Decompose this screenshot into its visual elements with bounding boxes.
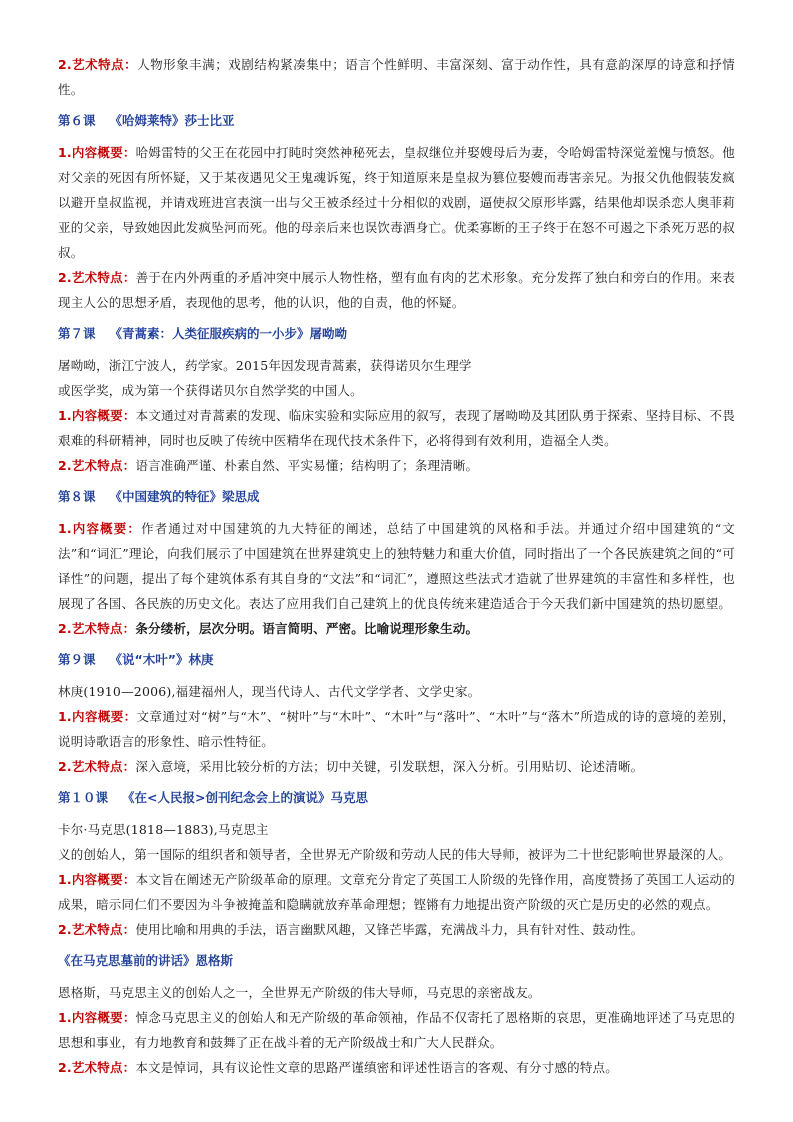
lesson-title: 《中国建筑的特征》梁思成 [109, 489, 260, 504]
lesson-10-heading [58, 788, 735, 808]
lesson-number: 第１０课 [58, 790, 109, 805]
content-label: 1.内容概要： [58, 709, 137, 724]
lesson-number: 第６课 [58, 113, 96, 128]
content-text: 本文通过对青蒿素的发现、临床实验和实际应用的叙写，表现了屠呦呦及其团队勇于探索、坚持目标、不畏艰难的科研精神，同时也反映了传统中医精华在现代技术条件下，必将得到有效利用，造福全人类。 [58, 408, 735, 448]
content-summary-paragraph [58, 867, 735, 917]
art-text: 深入意境，采用比较分析的方法；切中关键，引发联想，深入分析。引用贴切、论述清晰。 [135, 759, 644, 774]
lesson-7-heading [58, 324, 735, 344]
content-summary-paragraph [58, 140, 735, 265]
art-features-paragraph [58, 616, 735, 641]
content-label: 1.内容概要： [58, 521, 142, 536]
art-features-paragraph [58, 453, 735, 478]
art-features-paragraph [58, 917, 735, 942]
lesson-title: 《在马克思墓前的讲话》恩格斯 [58, 953, 234, 968]
lesson-number: 第９课 [58, 652, 96, 667]
author-intro: 恩格斯，马克思主义的创始人之一，全世界无产阶级的伟大导师，马克思的亲密战友。 [58, 985, 541, 1000]
content-text: 作者通过对中国建筑的九大特征的阐述，总结了中国建筑的风格和手法。并通过介绍中国建筑的“文法”和“词汇”理论，向我们展示了中国建筑在世界建筑史上的独特魅力和重大价值，同时指出了一个各民族建筑之间的“可译性”的问题，提出了每个建筑体系有其自身的“文法”和“词汇”，遵照这些法式才造就了世界建筑的丰富性和多样性，也展现了各国、各民族的历史文化。表达了应用我们自己建筑上的优良传统来建造适合于今天我们新中国建筑的热切愿望。 [58, 521, 735, 611]
content-summary-paragraph [58, 704, 735, 754]
content-label: 1.内容概要： [58, 1010, 136, 1025]
content-summary-paragraph [58, 1005, 735, 1055]
art-label: 2.艺术特点： [58, 621, 136, 636]
lesson-engels-heading [58, 951, 735, 971]
content-text: 悼念马克思主义的创始人和无产阶级的革命领袖，作品不仅寄托了恩格斯的哀思，更准确地评述了马克思的思想和事业，有力地教育和鼓舞了正在战斗着的无产阶级战士和广大人民群众。 [58, 1010, 735, 1050]
art-label: 2.艺术特点： [58, 759, 136, 774]
art-text: 条分缕析，层次分明。语言简明、严密。比喻说理形象生动。 [135, 621, 479, 636]
content-summary-paragraph [58, 516, 735, 616]
lesson-title: 《哈姆莱特》莎士比亚 [109, 113, 235, 128]
content-label: 1.内容概要： [58, 145, 136, 160]
author-intro-line-2: 义的创始人，第一国际的组织者和领导者，全世界无产阶级和劳动人民的伟大导师，被评为二十世纪影响世界最深的人。 [58, 847, 732, 862]
author-intro: 林庚(1910—2006),福建福州人，现当代诗人、古代文学学者、文学史家。 [58, 684, 481, 699]
lesson-title: 《说“木叶”》林庚 [109, 652, 214, 667]
author-intro-line-2: 或医学奖，成为第一个获得诺贝尔自然学奖的中国人。 [58, 383, 363, 398]
lesson-title: 《在<人民报>创刊纪念会上的演说》马克思 [122, 790, 368, 805]
art-features-paragraph [58, 265, 735, 315]
lesson-6-heading [58, 111, 735, 131]
art-label: 2.艺术特点： [58, 922, 136, 937]
content-text: 本文旨在阐述无产阶级革命的原理。文章充分肯定了英国工人阶级的先锋作用，高度赞扬了英国工人运动的成果，暗示同仁们不要因为斗争被掩盖和隐瞒就放弃革命理想；铿锵有力地提出资产阶级的灭亡是历史的必然的观点。 [58, 872, 735, 912]
author-intro-line-1: 屠呦呦，浙江宁波人，药学家。2015年因发现青蒿素，获得诺贝尔生理学 [58, 358, 472, 373]
art-text: 人物形象丰满；戏剧结构紧凑集中；语言个性鲜明、丰富深刻、富于动作性，具有意韵深厚的诗意和抒情性。 [58, 57, 735, 97]
content-text: 哈姆雷特的父王在花园中打盹时突然神秘死去，皇叔继位并娶嫂母后为妻，令哈姆雷特深觉羞愧与愤怒。他对父亲的死因有所怀疑，又于某夜遇见父王鬼魂诉冤，终于知道原来是皇叔为篡位娶嫂而毒害亲兄。为报父仇他假装发疯以避开皇叔监视，并请戏班进宫表演一出与父王被杀经过十分相似的戏剧，逼使叔父原形毕露，结果他却误杀恋人奥菲莉亚的父亲，导致她因此发疯坠河而死。他的母亲后来也误饮毒酒身亡。优柔寡断的王子终于在怒不可遏之下杀死万恶的叔叔。 [58, 145, 735, 260]
art-features-paragraph [58, 754, 735, 779]
art-label: 2.艺术特点： [58, 270, 136, 285]
art-label: 2.艺术特点： [58, 458, 136, 473]
lesson-9-heading [58, 650, 735, 670]
art-text: 使用比喻和用典的手法，语言幽默风趣，又锋芒毕露，充满战斗力，具有针对性、鼓动性。 [135, 922, 644, 937]
art-label: 2.艺术特点： [58, 57, 138, 72]
content-summary-paragraph [58, 403, 735, 453]
lesson-8-heading [58, 487, 735, 507]
content-label: 1.内容概要： [58, 872, 136, 887]
art-text: 语言准确严谨、朴素自然、平实易懂；结构明了；条理清晰。 [135, 458, 479, 473]
art-features-paragraph [58, 1055, 735, 1080]
art-text: 本文是悼词，具有议论性文章的思路严谨缜密和评述性语言的客观、有分寸感的特点。 [135, 1060, 618, 1075]
lesson-title: 《青蒿素：人类征服疾病的一小步》屠呦呦 [109, 326, 348, 341]
content-text: 文章通过对“树”与“木”、“树叶”与“木叶”、“木叶”与“落叶”、“木叶”与“落木”所造成的诗的意境的差别，说明诗歌语言的形象性、暗示性特征。 [58, 709, 735, 749]
lesson-number: 第７课 [58, 326, 96, 341]
author-intro-line-1: 卡尔·马克思(1818—1883),马克思主 [58, 822, 269, 837]
art-features-paragraph [58, 52, 735, 102]
lesson-number: 第８课 [58, 489, 96, 504]
art-text: 善于在内外两重的矛盾冲突中展示人物性格，塑有血有肉的艺术形象。充分发挥了独白和旁白的作用。来表现主人公的思想矛盾，表现他的思考，他的认识，他的自责，他的怀疑。 [58, 270, 735, 310]
art-label: 2.艺术特点： [58, 1060, 136, 1075]
content-label: 1.内容概要： [58, 408, 136, 423]
